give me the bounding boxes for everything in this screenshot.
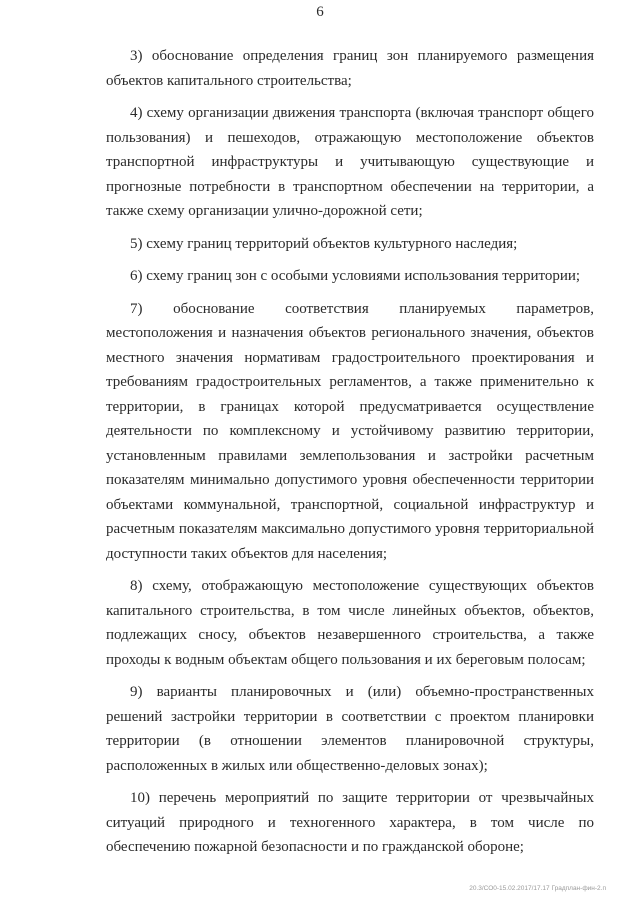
document-footer-code: 20.3/СО0-15.02.2017/17.17 Градплан-фин-2.п <box>469 885 606 892</box>
list-item-8: 8) схему, отображающую местоположение существующих объектов капитального строительства, в том числе линейных объектов, объектов, подлежащих сносу, объектов незавершенного строительства, а также проходы к водным объектам общего пользования и их береговым полосам; <box>106 578 594 668</box>
list-item-6: 6) схему границ зон с особыми условиями использования территории; <box>130 268 581 284</box>
list-item-4: 4) схему организации движения транспорта (включая транспорт общего пользования) и пешеходов, отражающую местоположение объектов транспортной инфраструктуры и учитывающую существующие и прогнозные потребности в транспортном обеспечении на территории, а также схему организации улично-дорожной сети; <box>106 105 594 219</box>
list-item-5: 5) схему границ территорий объектов культурного наследия; <box>130 235 518 252</box>
document-body <box>106 44 594 868</box>
list-item-9: 9) варианты планировочных и (или) объемно-пространственных решений застройки территории в соответствии с проектом планировки территории (в отношении элементов планировочной структуры, расположенных в жилых или общественно-деловых зонах); <box>106 684 594 774</box>
list-item-7: 7) обоснование соответствия планируемых параметров, местоположения и назначения объектов регионального значения, объектов местного значения нормативам градостроительного проектирования и требованиям градостроительных регламентов, а также применительно к территории, в границах которой предусматривается осуществление деятельности по комплексному и устойчивому развитию территории, установленным правилами землепользования и застройки расчетным показателям минимально допустимого уровня обеспеченности территории объектами коммунальной, транспортной, социальной инфраструктур и расчетным показателям максимально допустимого уровня территориальной доступности таких объектов для населения; <box>106 300 594 562</box>
list-item-3: 3) обоснование определения границ зон планируемого размещения объектов капитального строительства; <box>106 48 594 89</box>
page-number: 6 <box>316 4 324 20</box>
list-item-10: 10) перечень мероприятий по защите территории от чрезвычайных ситуаций природного и техногенного характера, в том числе по обеспечению пожарной безопасности и по гражданской обороне; <box>106 790 594 855</box>
